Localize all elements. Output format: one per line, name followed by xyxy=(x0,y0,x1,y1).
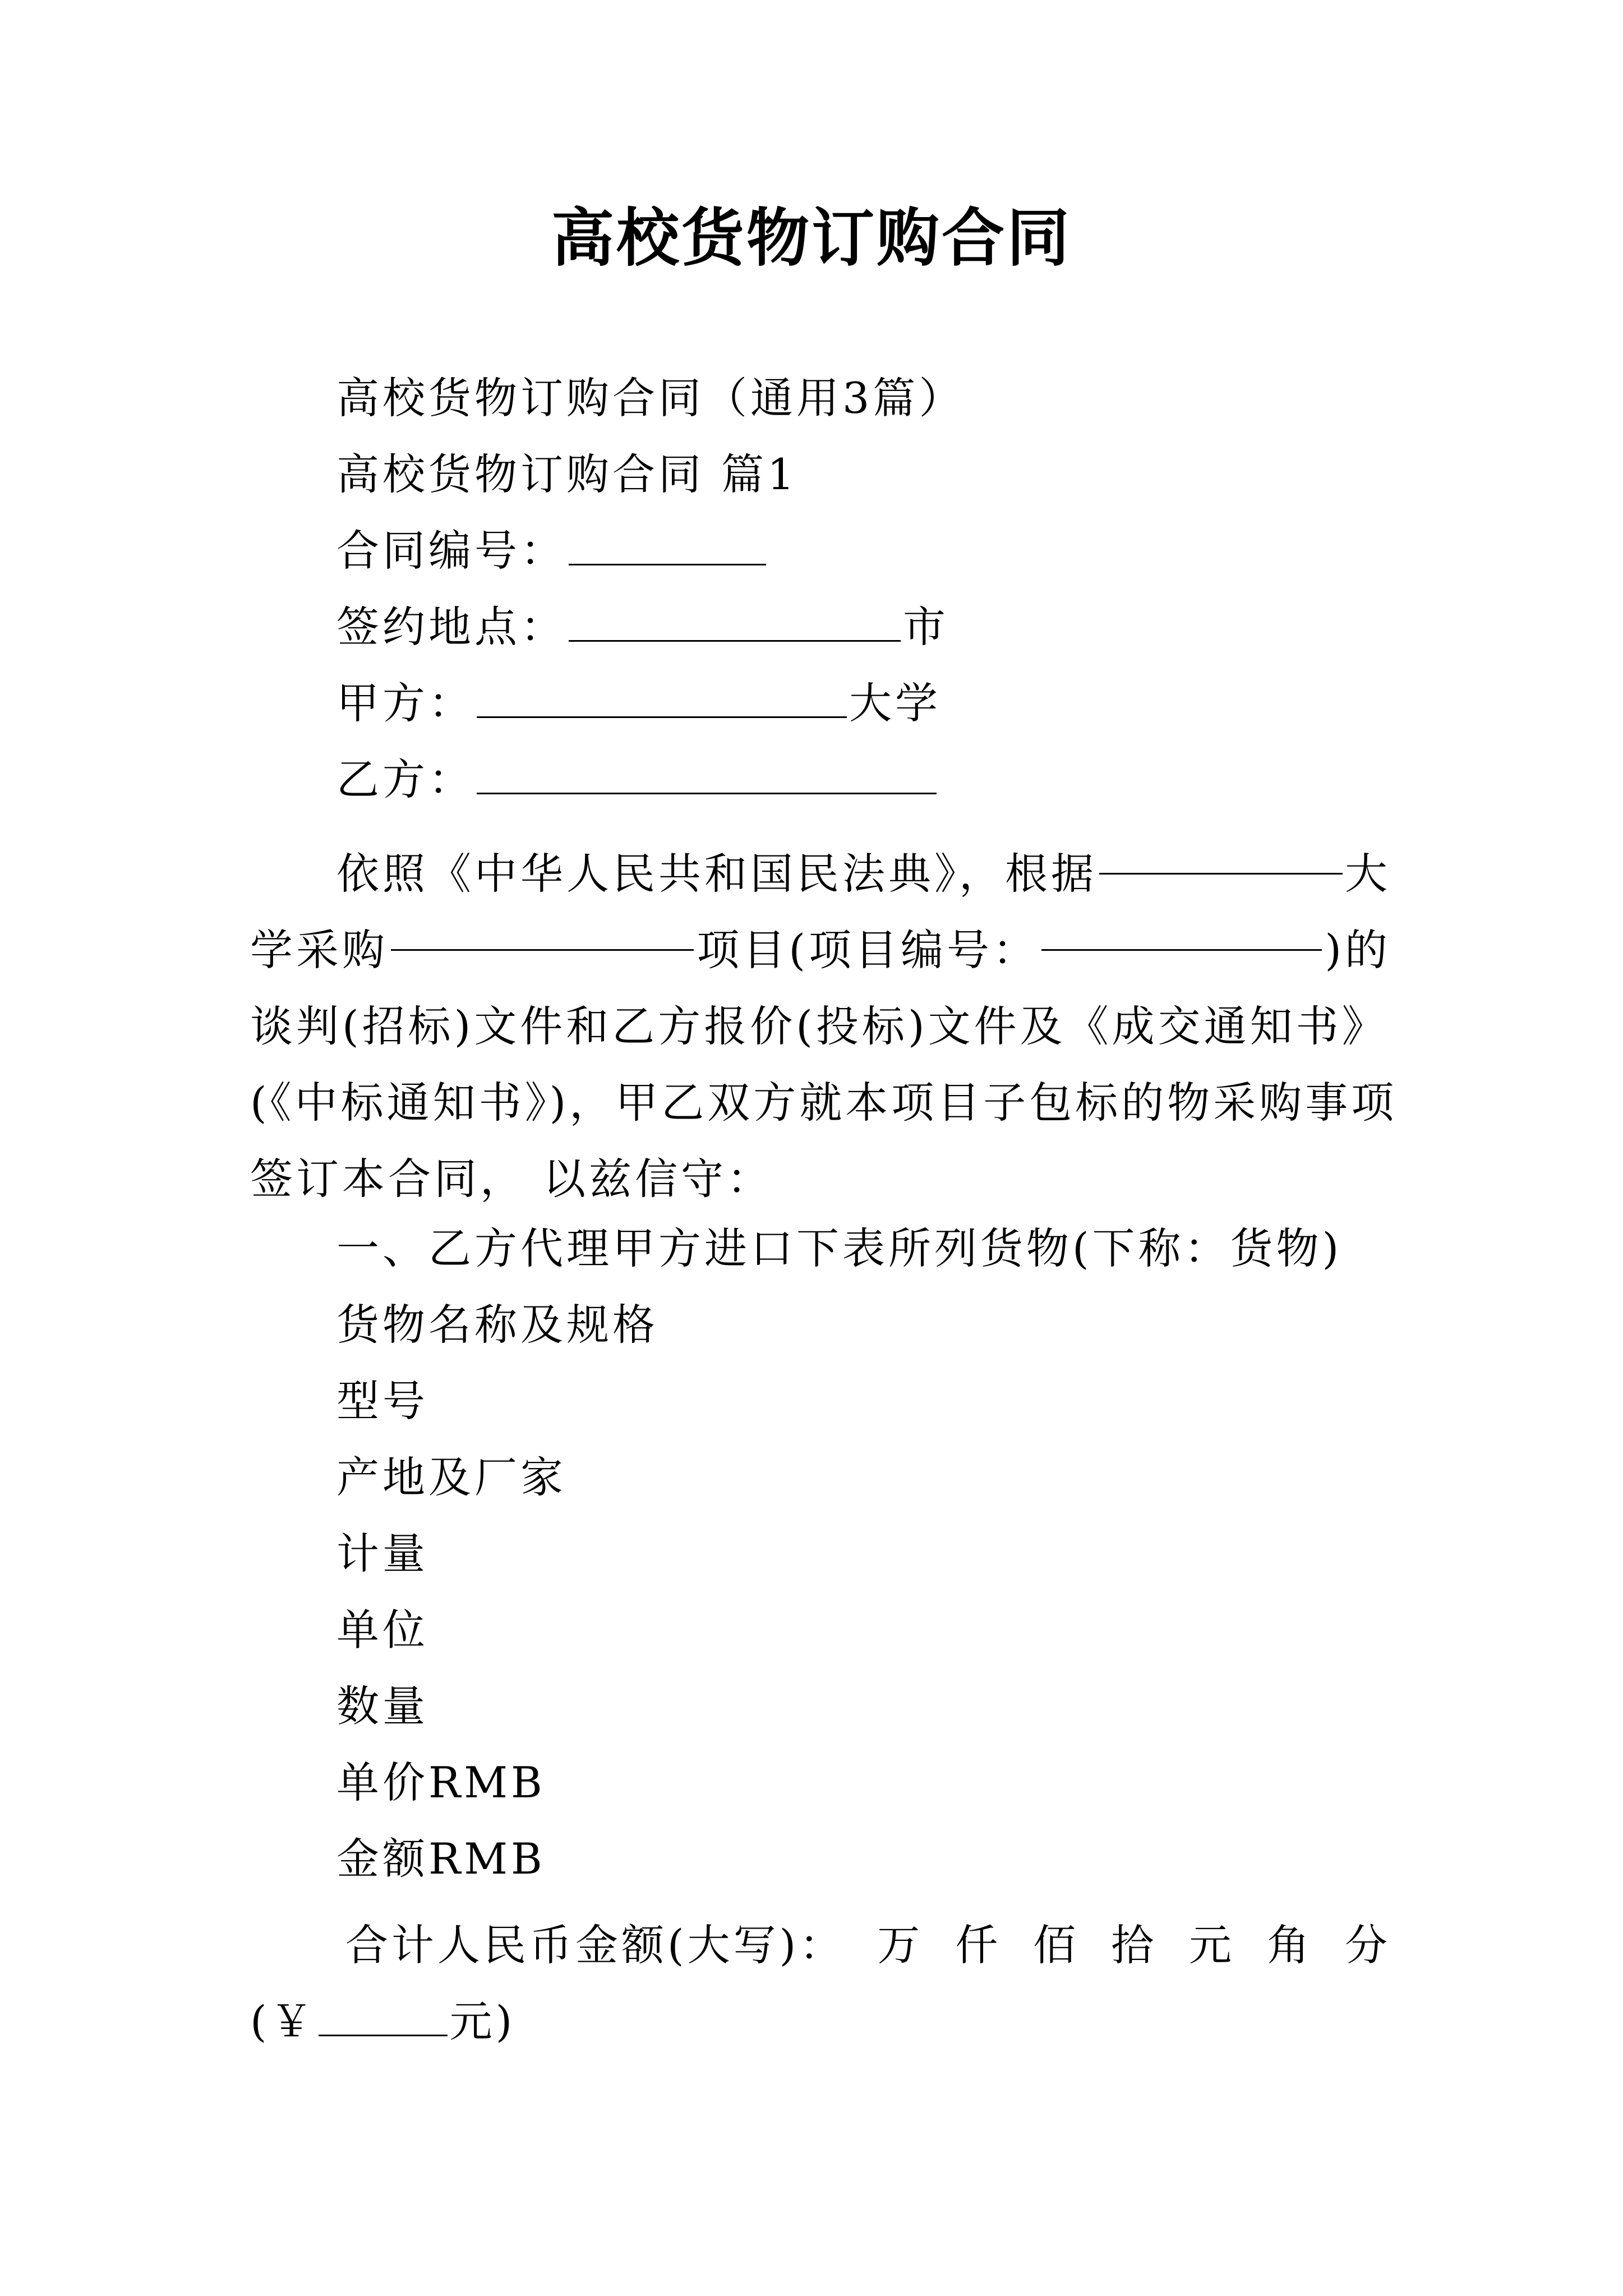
intro-l2-b: 项目(项目编号： xyxy=(697,925,1039,975)
unit-fen: 分 xyxy=(1344,1920,1391,1970)
party-a-line xyxy=(336,675,941,731)
project-blank xyxy=(391,912,694,951)
project-no-blank xyxy=(1041,912,1322,951)
sign-place-blank xyxy=(569,603,901,642)
intro-l3: 谈判(招标)文件和乙方报价(投标)文件及《成交通知书》 xyxy=(250,1001,1388,1051)
unit-jiao: 角 xyxy=(1267,1920,1313,1970)
unit-qian: 仟 xyxy=(955,1920,1002,1970)
unit-bai: 佰 xyxy=(1033,1920,1080,1970)
unit-shi: 拾 xyxy=(1111,1920,1158,1970)
university-blank xyxy=(1099,836,1343,875)
party-b-label: 乙方： xyxy=(336,754,474,804)
unit-yuan: 元 xyxy=(1189,1920,1235,1970)
unit-wan: 万 xyxy=(877,1920,924,1970)
total-rmb-suffix: 元) xyxy=(449,1996,516,2046)
intro-l4: (《中标通知书》)，甲乙双方就本项目子包标的物采购事项 xyxy=(250,1078,1398,1128)
intro-l1-b: 大 xyxy=(1345,849,1391,899)
party-b-line xyxy=(336,752,939,808)
intro-line-1 xyxy=(250,836,1391,912)
party-a-suffix: 大学 xyxy=(849,678,941,728)
subtitle: 高校货物订购合同（通用3篇） xyxy=(336,373,965,423)
total-line-2 xyxy=(250,1984,1391,2060)
intro-l2-a: 学采购 xyxy=(250,925,388,975)
party-b-blank xyxy=(477,756,937,794)
contract-no-line xyxy=(336,523,768,579)
party-a-label: 甲方： xyxy=(336,678,474,728)
total-line-1 xyxy=(250,1907,1391,1984)
clause-1: 一、乙方代理甲方进口下表所列货物(下称：货物) xyxy=(336,1223,1343,1273)
document-title: 高校货物订购合同 xyxy=(551,201,1072,275)
intro-paragraph xyxy=(250,836,1398,1217)
field-goods-name: 货物名称及规格 xyxy=(336,1300,658,1350)
field-quantity: 数量 xyxy=(336,1681,428,1731)
intro-line-4 xyxy=(250,1065,1398,1141)
total-paragraph xyxy=(250,1907,1391,2060)
intro-l1-a: 依照《中华人民共和国民法典》，根据 xyxy=(336,849,1097,899)
field-unit: 单位 xyxy=(336,1605,428,1655)
contract-no-label: 合同编号： xyxy=(336,526,566,576)
party-a-blank xyxy=(477,679,847,718)
total-rmb-prefix: (￥ xyxy=(250,1996,316,2046)
sign-place-suffix: 市 xyxy=(903,602,949,652)
intro-l2-c: )的 xyxy=(1325,925,1391,975)
intro-line-5 xyxy=(250,1141,1391,1217)
total-label: 合计人民币金额(大写)： xyxy=(345,1920,846,1970)
field-amount: 金额RMB xyxy=(336,1834,546,1884)
intro-line-2 xyxy=(250,912,1391,988)
field-origin: 产地及厂家 xyxy=(336,1452,566,1502)
contract-no-blank xyxy=(569,527,766,565)
sign-place-line xyxy=(336,599,949,655)
sign-place-label: 签约地点： xyxy=(336,602,566,652)
field-measure: 计量 xyxy=(336,1529,428,1579)
intro-line-3 xyxy=(250,988,1391,1065)
section-heading: 高校货物订购合同 篇1 xyxy=(336,449,798,499)
field-model: 型号 xyxy=(336,1376,428,1426)
total-rmb-blank xyxy=(319,1998,448,2036)
intro-l5: 签订本合同， 以兹信守： xyxy=(250,1154,773,1204)
field-unit-price: 单价RMB xyxy=(336,1757,546,1807)
